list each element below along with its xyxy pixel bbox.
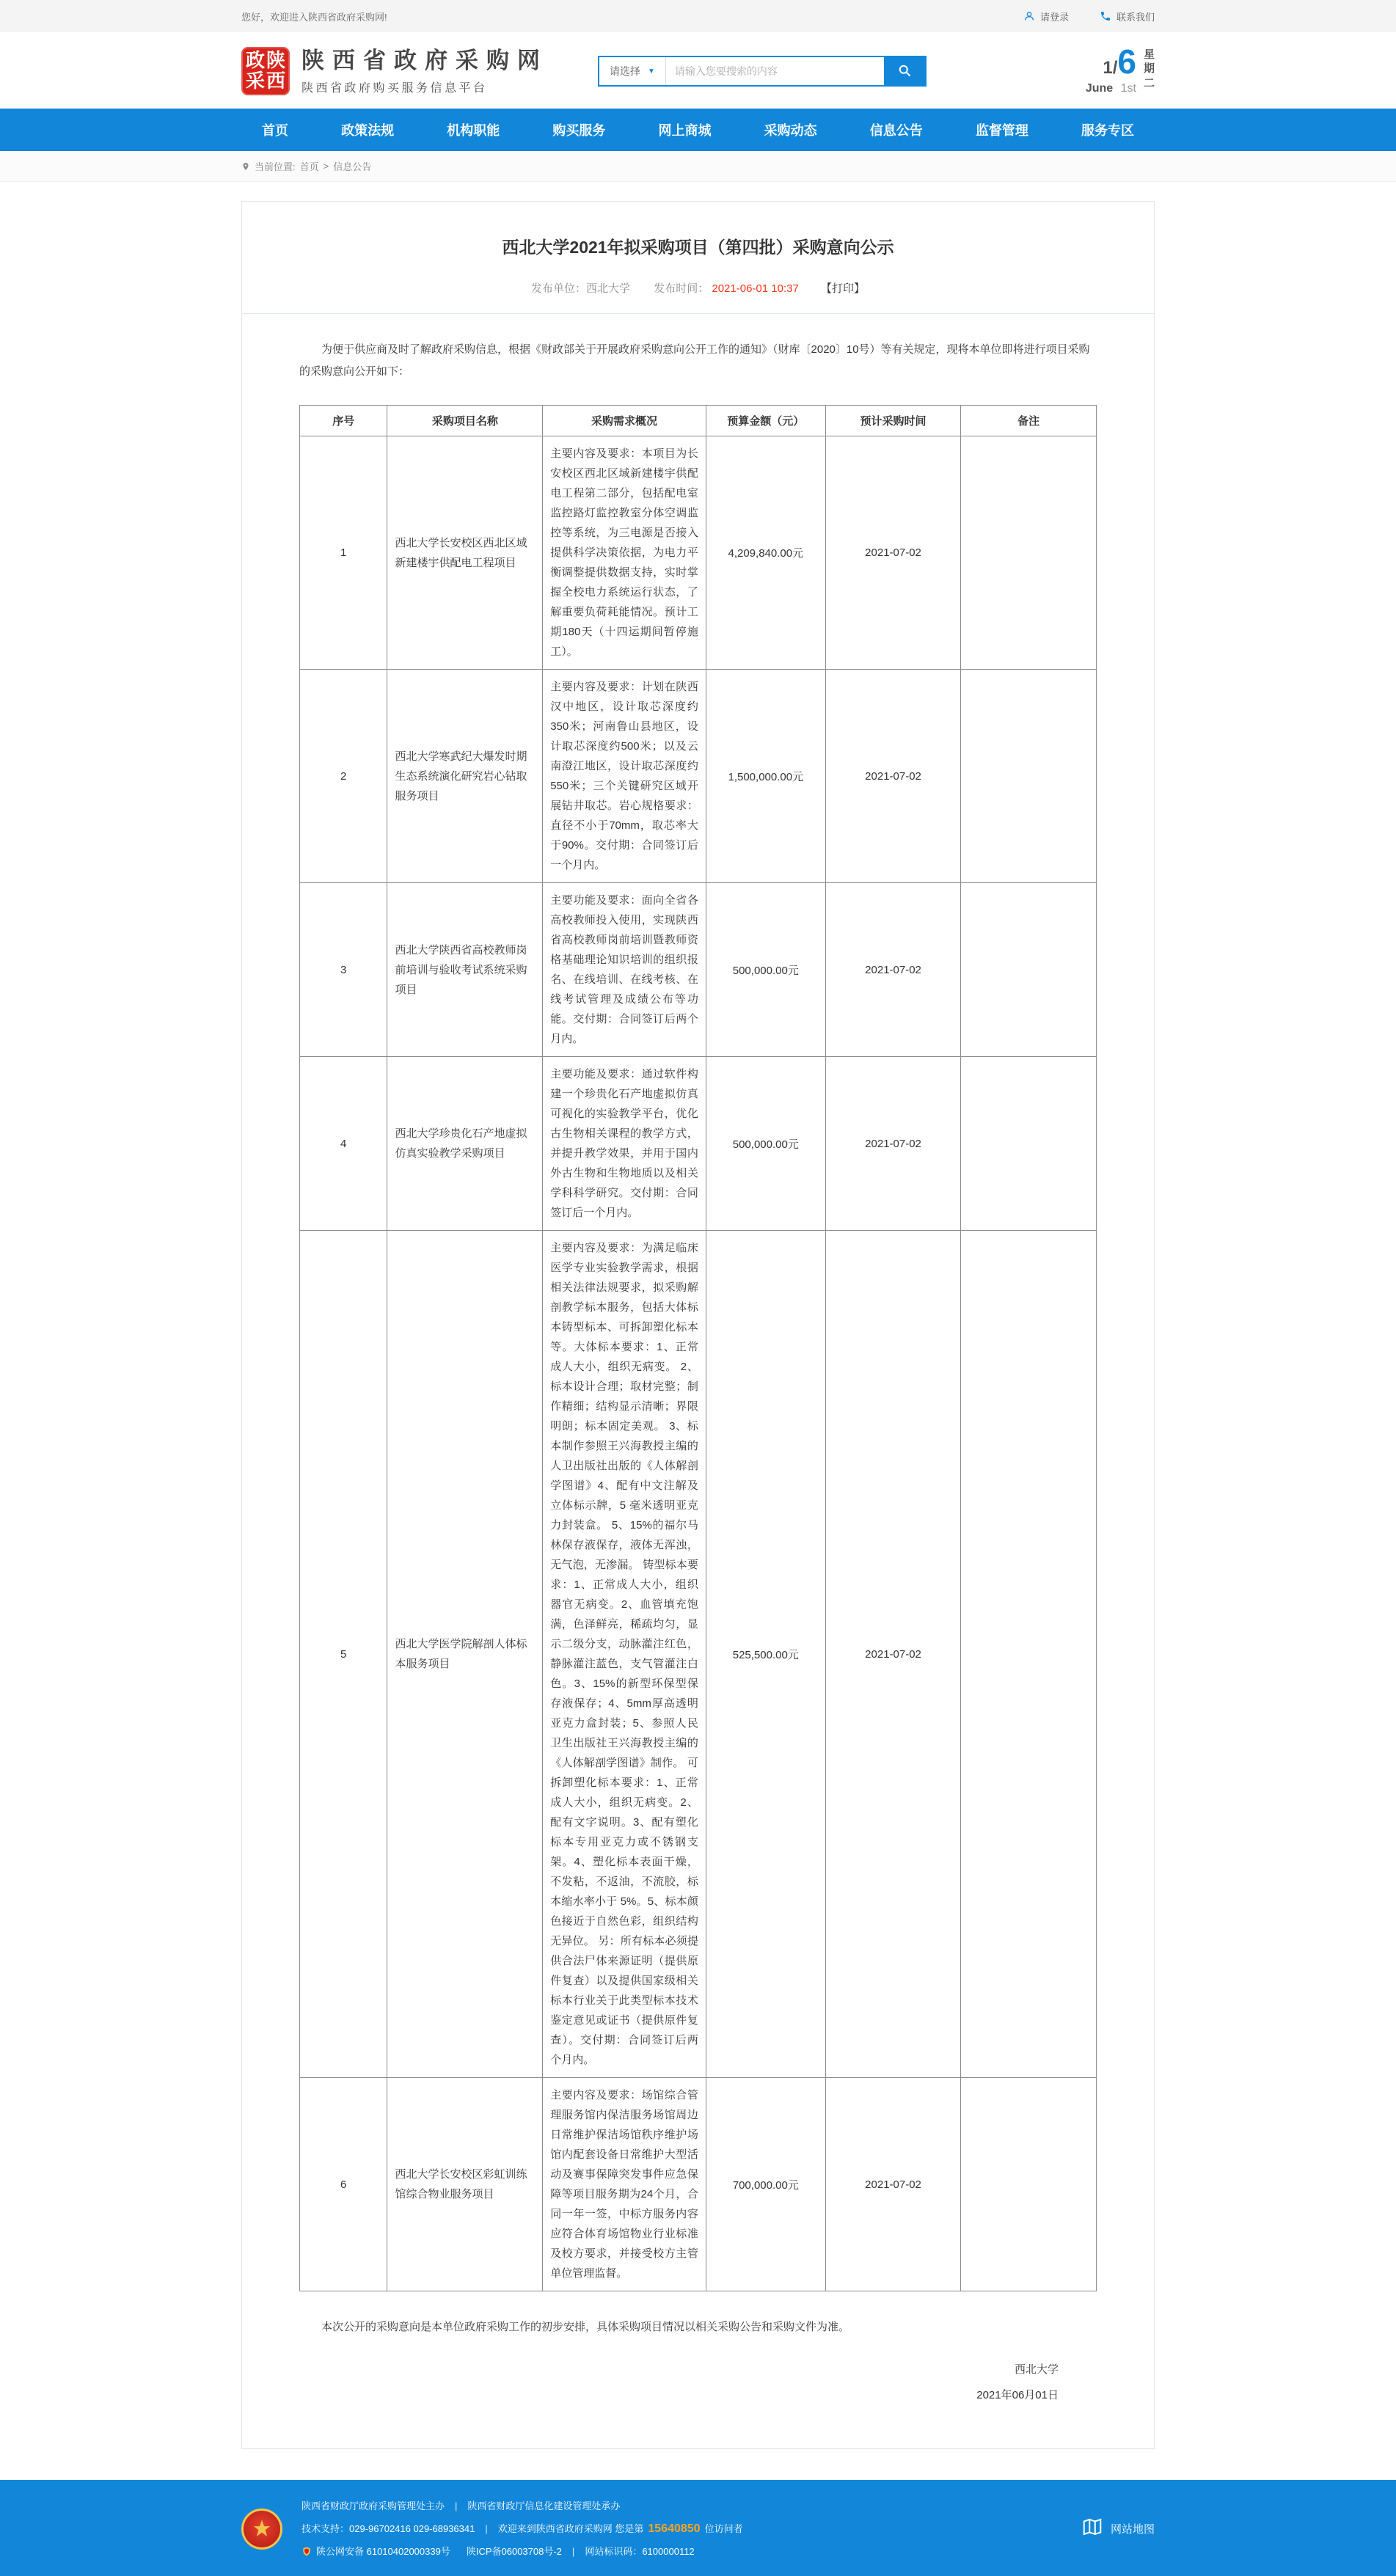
signature-block <box>299 2357 1097 2408</box>
cell-summary: 主要功能及要求：面向全省各高校教师投入使用，实现陕西省高校教师岗前培训暨教师资格基础理论知识培训的组织报名、在线培训、在线考核、在线考试管理及成绩公布等功能。交付期：合同签订后两个月内。 <box>543 883 706 1057</box>
cell-date: 2021-07-02 <box>825 1231 961 2078</box>
cell-date: 2021-07-02 <box>825 1057 961 1231</box>
welcome-text: 您好，欢迎进入陕西省政府采购网! <box>241 11 387 23</box>
phone-icon <box>1100 10 1111 22</box>
map-icon <box>1081 2516 1103 2542</box>
cell-project-name: 西北大学珍贵化石产地虚拟仿真实验教学采购项目 <box>387 1057 543 1231</box>
table-row <box>300 670 1097 883</box>
closing-paragraph: 本次公开的采购意向是本单位政府采购工作的初步安排，具体采购项目情况以相关采购公告和采购文件为准。 <box>321 2321 850 2334</box>
site-title: 陕西省政府采购网 <box>302 48 548 73</box>
nav-item[interactable]: 购买服务 <box>552 123 606 139</box>
contact-label: 联系我们 <box>1116 11 1155 23</box>
cell-budget: 1,500,000.00元 <box>706 670 825 883</box>
cell-date: 2021-07-02 <box>825 883 961 1057</box>
breadcrumb-current: 信息公告 <box>333 161 372 173</box>
welcome-suffix: 位访问者 <box>704 2522 743 2534</box>
table-row <box>300 2078 1097 2291</box>
main-navigation <box>0 109 1396 151</box>
cell-remark <box>961 2078 1097 2291</box>
table-header-row <box>300 406 1097 436</box>
nav-item[interactable]: 采购动态 <box>764 123 817 139</box>
search-box <box>598 56 927 87</box>
col-header-no: 序号 <box>300 406 387 436</box>
logo-char: 采 <box>245 70 265 92</box>
footer-line-2 <box>302 2520 743 2538</box>
col-header-remark: 备注 <box>961 406 1097 436</box>
cell-no: 4 <box>300 1057 387 1231</box>
weekday-char: 二 <box>1143 76 1155 89</box>
emblem-badge-icon <box>241 2509 282 2550</box>
cell-summary: 主要内容及要求：为满足临床医学专业实验教学需求，根据相关法律法规要求，拟采购解剖教学标本服务，包括大体标本铸型标本、可拆卸塑化标本等。大体标本要求：1、正常成人大小，组织无病变。 2、标本设计合理；取材完整；制作精细；结构显示清晰；界限明朗；标本固定美观。 3、标本制作参照王兴海教授主编的人卫出版社出版的《人体解剖学图谱》4、配有中文注解及立体标示牌，5 毫米透明亚克力封装盒。 5、15%的福尔马林保存液保存，液体无浑浊，无气泡，无渗漏。 铸型标本要求：1、正常成人大小，组织器官无病变。2、血管填充饱满，色泽鲜亮，稀疏均匀，显示二级分支，动脉灌注红色，静脉灌注蓝色，支气管灌注白色。3、15%的新型环保型保存液保存；4、5mm厚高透明亚克力盒封装；5、参照人民卫生出版社王兴海教授主编的《人体解剖学图谱》制作。 可拆卸塑化标本要求：1、正常成人大小，组织无病变。2、配有文字说明。3、配有塑化标本专用亚克力或不锈钢支架。4、塑化标本表面干燥，不发粘，不返油，不流胶，标本缩水率小于 5%。5、标本颜色接近于自然色彩，组织结构无异位。 另：所有标本必须提供合法尸体来源证明（提供原件复查）以及提供国家级相关标本行业关于此类型标本技术鉴定意见或证书（提供原件复查）。交付期：合同签订后两个月内。 <box>543 1231 706 2078</box>
article-card <box>241 201 1155 2449</box>
welcome-prefix: 欢迎来到陕西省政府采购网 您是第 <box>497 2522 644 2534</box>
breadcrumb-home[interactable]: 首页 <box>299 161 319 173</box>
cell-budget: 4,209,840.00元 <box>706 436 825 670</box>
breadcrumb <box>241 151 1155 181</box>
co-organizer-text: 陕西省财政厅信息化建设管理处承办 <box>467 2500 621 2512</box>
sitemap-link[interactable] <box>1081 2516 1155 2542</box>
search-select-label: 请选择 <box>610 65 640 78</box>
site-code-label: 网站标识码： <box>585 2545 643 2557</box>
location-pin-icon <box>241 161 250 172</box>
cell-remark <box>961 670 1097 883</box>
sitemap-label: 网站地图 <box>1110 2523 1155 2536</box>
cell-budget: 700,000.00元 <box>706 2078 825 2291</box>
footer-separator: | <box>571 2545 575 2557</box>
date-ordinal: 1st <box>1120 81 1136 95</box>
support-phones: 029-96702416 029-68936341 <box>349 2522 475 2534</box>
cell-budget: 525,500.00元 <box>706 1231 825 2078</box>
signature-date: 2021年06月01日 <box>976 2388 1059 2401</box>
cell-summary: 主要功能及要求：通过软件构建一个珍贵化石产地虚拟仿真可视化的实验教学平台，优化古生物相关课程的教学方式，并提升教学效果，并用于国内外古生物和生物地质以及相关学科科学研究。交付期：合同签订后一个月内。 <box>543 1057 706 1231</box>
footer-line-1 <box>302 2499 743 2514</box>
login-link[interactable] <box>1023 10 1069 23</box>
cell-no: 2 <box>300 670 387 883</box>
breadcrumb-label: 当前位置: <box>255 161 296 173</box>
publish-time-value: 2021-06-01 10:37 <box>712 282 799 296</box>
site-footer <box>0 2480 1396 2576</box>
table-row <box>300 883 1097 1057</box>
search-button[interactable] <box>884 57 925 85</box>
table-row <box>300 1057 1097 1231</box>
police-badge-icon <box>302 2546 312 2557</box>
nav-item[interactable]: 服务专区 <box>1081 123 1134 139</box>
weekday-char: 星 <box>1143 48 1155 61</box>
cell-no: 1 <box>300 436 387 670</box>
cell-project-name: 西北大学医学院解剖人体标本服务项目 <box>387 1231 543 2078</box>
top-utility-bar <box>0 0 1396 32</box>
publisher-label: 发布单位： <box>530 282 586 296</box>
date-month: June <box>1085 81 1114 95</box>
user-icon <box>1023 10 1035 22</box>
publisher-value: 西北大学 <box>586 282 631 296</box>
publish-time-label: 发布时间： <box>654 282 709 296</box>
footer-separator: | <box>485 2522 488 2534</box>
cell-budget: 500,000.00元 <box>706 883 825 1057</box>
contact-link[interactable] <box>1100 10 1155 23</box>
cell-date: 2021-07-02 <box>825 436 961 670</box>
cell-remark <box>961 1231 1097 2078</box>
nav-item[interactable]: 政策法规 <box>341 123 395 139</box>
col-header-summary: 采购需求概况 <box>543 406 706 436</box>
cell-date: 2021-07-02 <box>825 670 961 883</box>
police-record-link[interactable]: 陕公网安备 61010402000339号 <box>316 2545 450 2557</box>
cell-no: 5 <box>300 1231 387 2078</box>
date-widget <box>1085 42 1155 95</box>
cell-no: 6 <box>300 2078 387 2291</box>
table-row <box>300 436 1097 670</box>
site-code-value: 6100000112 <box>642 2545 695 2557</box>
col-header-budget: 预算金额（元） <box>706 406 825 436</box>
col-header-name: 采购项目名称 <box>387 406 543 436</box>
cell-project-name: 西北大学长安校区西北区域新建楼宇供配电工程项目 <box>387 436 543 670</box>
signature-org: 西北大学 <box>1014 2363 1059 2376</box>
cell-project-name: 西北大学长安校区彩虹训练馆综合物业服务项目 <box>387 2078 543 2291</box>
nav-item[interactable]: 网上商城 <box>658 123 712 139</box>
search-input[interactable] <box>666 57 884 85</box>
footer-separator: | <box>455 2500 458 2512</box>
cell-date: 2021-07-02 <box>825 2078 961 2291</box>
chevron-down-icon: ▼ <box>648 67 655 76</box>
footer-line-3 <box>302 2544 743 2559</box>
cell-summary: 主要内容及要求：计划在陕西汉中地区，设计取芯深度约350米；河南鲁山县地区，设计取芯深度约500米；以及云南澄江地区，设计取芯深度约550米；三个关键研究区域开展钻井取芯。岩心规格要求：直径不小于70mm，取芯率大于90%。交付期：合同签订后一个月内。 <box>543 670 706 883</box>
site-header <box>0 32 1396 109</box>
cell-no: 3 <box>300 883 387 1057</box>
breadcrumb-bar <box>0 151 1396 182</box>
search-icon <box>897 63 912 80</box>
cell-remark <box>961 436 1097 670</box>
cell-project-name: 西北大学寒武纪大爆发时期生态系统演化研究岩心钻取服务项目 <box>387 670 543 883</box>
organizer-text: 陕西省财政厅政府采购管理处主办 <box>302 2500 445 2512</box>
nav-item[interactable]: 首页 <box>262 123 288 139</box>
article-meta <box>242 280 1154 296</box>
cell-project-name: 西北大学陕西省高校教师岗前培训与验收考试系统采购项目 <box>387 883 543 1057</box>
intro-paragraph: 为便于供应商及时了解政府采购信息，根据《财政部关于开展政府采购意向公开工作的通知》（财库〔2020〕10号）等有关规定，现将本单位即将进行项目采购的采购意向公开如下： <box>299 343 1090 378</box>
search-category-select[interactable] <box>599 57 666 85</box>
table-row <box>300 1231 1097 2078</box>
site-subtitle: 陕西省政府购买服务信息平台 <box>302 82 488 95</box>
date-prefix: 1/ <box>1103 58 1118 78</box>
divider <box>242 313 1154 314</box>
support-label: 技术支持： <box>302 2522 350 2534</box>
logo-char: 西 <box>266 70 285 92</box>
visitor-count: 15640850 <box>648 2522 701 2535</box>
nav-item[interactable]: 监督管理 <box>975 123 1028 139</box>
login-label: 请登录 <box>1039 11 1069 23</box>
breadcrumb-separator: > <box>323 161 329 172</box>
logo-char: 政 <box>245 50 265 72</box>
date-day: 6 <box>1117 42 1136 81</box>
procurement-table <box>299 405 1097 2291</box>
cell-remark <box>961 883 1097 1057</box>
date-weekday <box>1144 48 1155 90</box>
page-title: 西北大学2021年拟采购项目（第四批）采购意向公示 <box>502 238 894 257</box>
cell-budget: 500,000.00元 <box>706 1057 825 1231</box>
nav-item[interactable]: 机构职能 <box>447 123 500 139</box>
icp-record-link[interactable]: 陕ICP备06003708号-2 <box>466 2545 562 2557</box>
cell-summary: 主要内容及要求：场馆综合管理服务馆内保洁服务场馆周边日常维护保洁场馆秩序维护场馆内配套设备日常维护大型活动及赛事保障突发事件应急保障等项目服务期为24个月，合同一年一签，中标方服务内容应符合体育场馆物业行业标准及校方要求，并接受校方主管单位管理监督。 <box>543 2078 706 2291</box>
logo-char: 陕 <box>266 50 285 72</box>
site-logo[interactable] <box>241 47 290 95</box>
col-header-date: 预计采购时间 <box>825 406 961 436</box>
nav-item[interactable]: 信息公告 <box>869 123 923 139</box>
weekday-char: 期 <box>1143 62 1155 76</box>
print-button[interactable]: 【打印】 <box>820 282 865 296</box>
cell-summary: 主要内容及要求：本项目为长安校区西北区域新建楼宇供配电工程第二部分，包括配电室监控路灯监控教室分体空调监控等系统，为三电源是否接入提供科学决策依据，为电力平衡调整提供数据支持，实时掌握全校电力系统运行状态，了解重要负荷耗能情况。预计工期180天（十四运期间暂停施工）。 <box>543 436 706 670</box>
cell-remark <box>961 1057 1097 1231</box>
